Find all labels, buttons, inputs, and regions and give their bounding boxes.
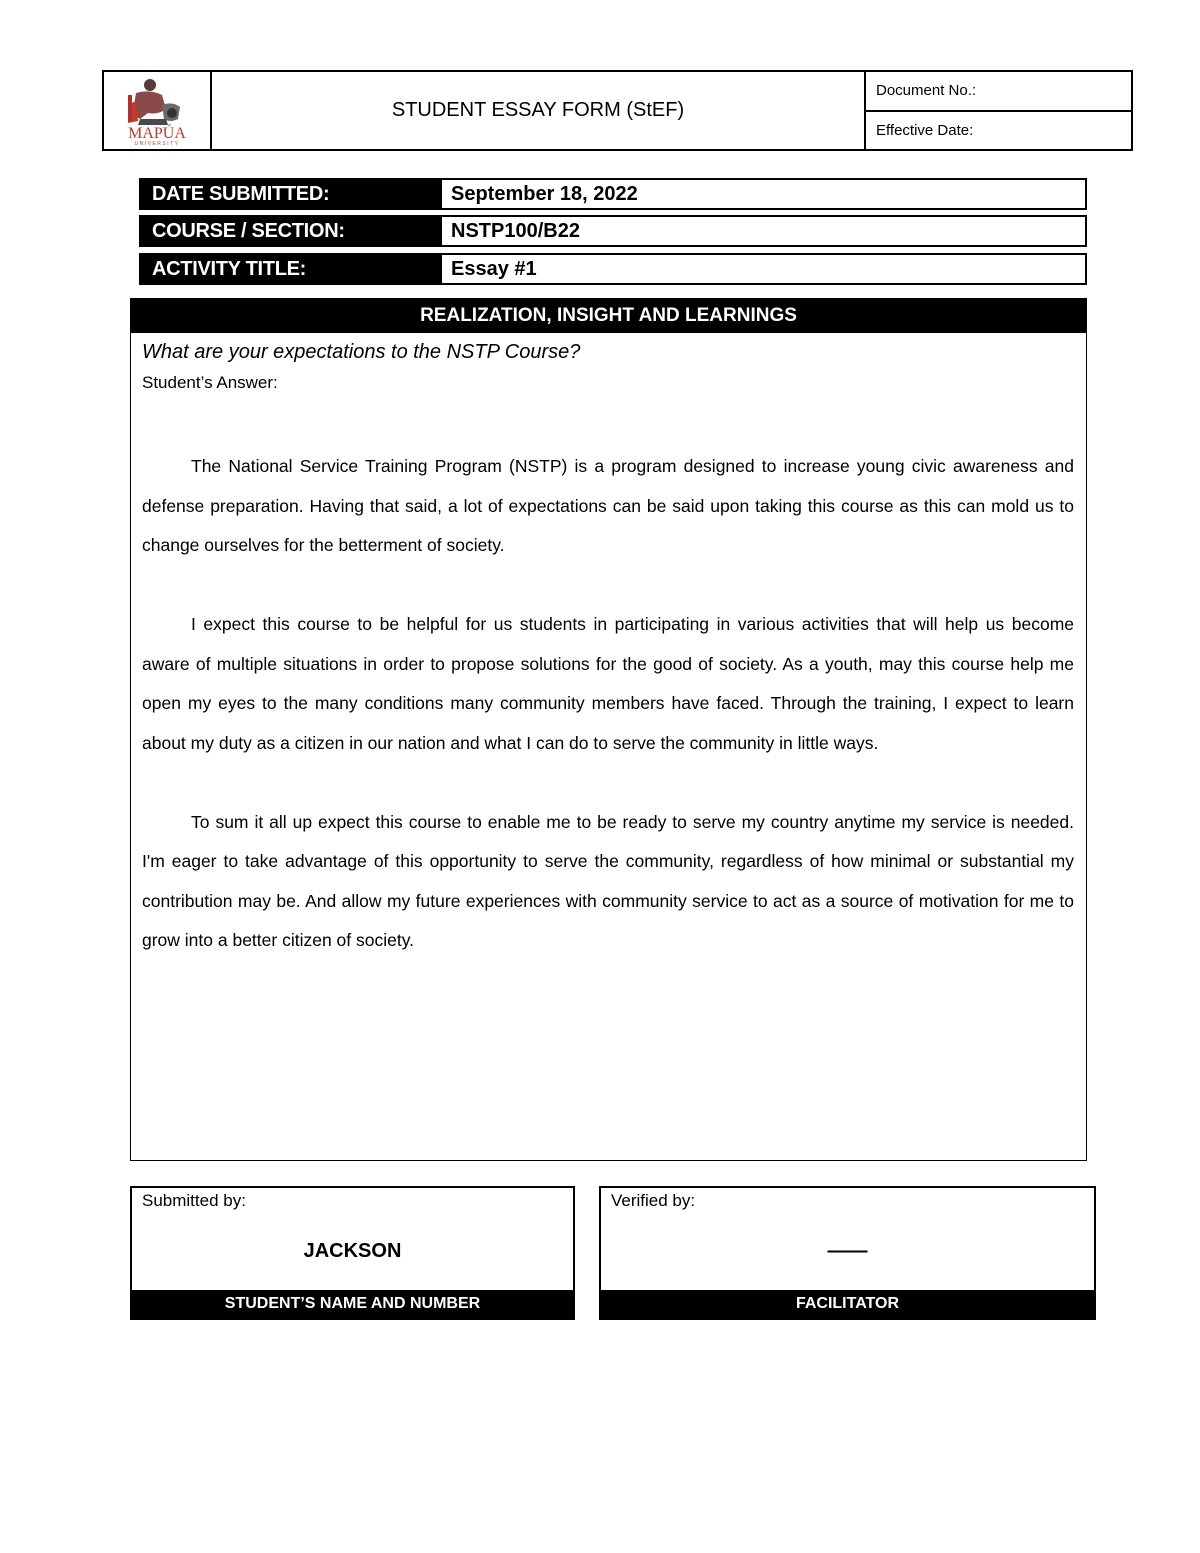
activity-title-label: ACTIVITY TITLE: [139,253,440,285]
verified-by-box [599,1186,1096,1320]
essay-section-title: REALIZATION, INSIGHT AND LEARNINGS [131,299,1086,333]
course-section-value: NSTP100/B22 [440,215,1087,247]
logo-subtext: UNIVERSITY [134,140,180,147]
course-section-label: COURSE / SECTION: [139,215,440,247]
essay-question: What are your expectations to the NSTP Course? [142,341,581,363]
essay-body [142,447,1074,1000]
university-logo [104,72,212,149]
submitted-by-box [130,1186,575,1320]
essay-paragraph: The National Service Training Program (NSTP) is a program designed to increase young civic awareness and defense preparation. Having that said, a lot of expectations can be said upon taking this course as this can mold us to change ourselves for the betterment of society. [142,456,1074,555]
student-name-footer: STUDENT’S NAME AND NUMBER [132,1290,573,1318]
date-submitted-label: DATE SUBMITTED: [139,178,440,210]
mapua-logo-icon [122,75,192,147]
activity-title-value: Essay #1 [440,253,1087,285]
submitted-by-label: Submitted by: [142,1191,246,1210]
document-info [866,72,1131,149]
essay-paragraph: To sum it all up expect this course to enable me to be ready to serve my country anytime my service is needed. I'm eager to take advantage of this opportunity to serve the community, regardless of how minimal or substantial my contribution may be. And allow my future experiences with community service to act as a source of motivation for me to grow into a better citizen of society. [142,811,1074,950]
document-no-label: Document No.: [876,82,977,100]
date-submitted-value: September 18, 2022 [440,178,1087,210]
facilitator-footer: FACILITATOR [601,1290,1094,1318]
date-submitted-row [139,178,1087,210]
activity-title-row [139,253,1087,285]
answer-label: Student’s Answer: [142,373,278,392]
facilitator-name: —— [827,1240,868,1262]
course-section-row [139,215,1087,247]
verified-by-label: Verified by: [611,1191,696,1210]
form-header [102,70,1133,151]
effective-date-label: Effective Date: [866,110,1131,150]
essay-section [130,298,1087,1161]
logo-wordmark: MAPÚA [128,124,186,142]
essay-paragraph: I expect this course to be helpful for us students in participating in various activities that will help us become aware of multiple situations in order to propose solutions for the good of society. As a youth, may this course help me open my eyes to the many conditions many community members have faced. Through the training, I expect to learn about my duty as a citizen in our nation and what I can do to serve the community in little ways. [142,614,1074,753]
form-title: STUDENT ESSAY FORM (StEF) [212,72,866,149]
student-name: JACKSON [303,1240,402,1262]
